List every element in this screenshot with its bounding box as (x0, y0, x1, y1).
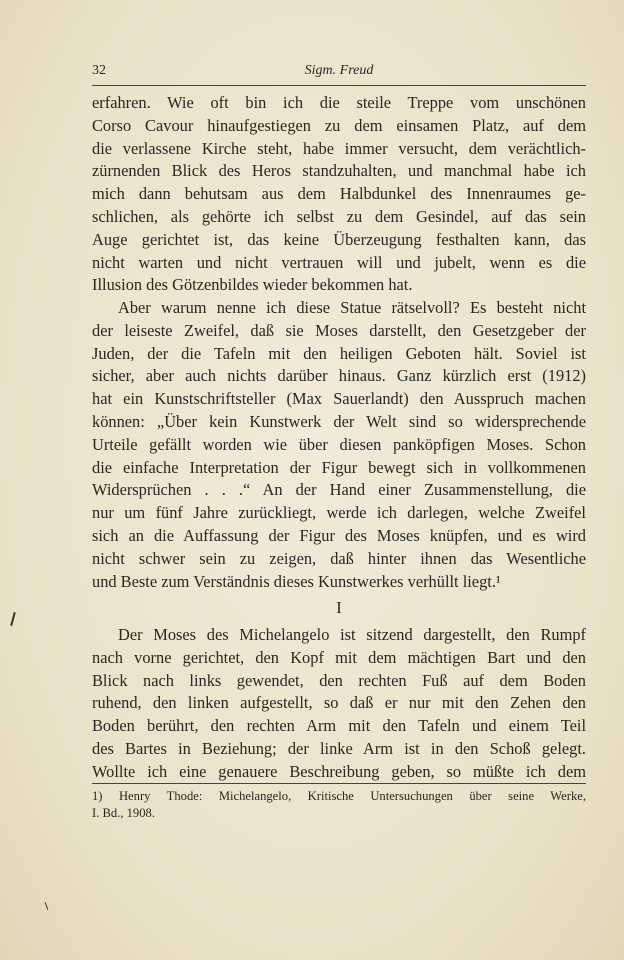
text-line: Der Moses des Michelangelo ist sitzend dargestellt, den Rumpf (118, 625, 586, 644)
text-line: und Beste zum Verständnis dieses Kunstwerkes verhüllt liegt.¹ (92, 571, 501, 591)
text-line: der leiseste Zweifel, daß sie Moses darstellt, den Gesetzgeber der (92, 320, 586, 340)
text-line: Aber warum nenne ich diese Statue rätselvoll? Es besteht nicht (118, 298, 586, 317)
text-line: mich dann behutsam aus dem Halbdunkel des Innenraumes ge- (92, 184, 586, 204)
footnote-line: I. Bd., 1908. (92, 806, 155, 820)
text-line: können: „Über kein Kunstwerk der Welt sind so widersprechende (92, 411, 586, 431)
text-line: Urteile gefällt worden wie über diesen panköpfigen Moses. Schon (92, 434, 586, 454)
page-number: 32 (92, 63, 106, 78)
paragraph-1 (92, 92, 586, 297)
text-line: sicher, aber auch nichts darüber hinaus. Ganz kürzlich erst (1912) (92, 366, 586, 386)
text-line: zürnenden Blick des Heros standzuhalten, und manchmal habe ich (92, 161, 586, 181)
text-line: Auge gerichtet ist, das keine Überzeugung festhalten kann, das (92, 229, 586, 249)
text-line: Boden berührt, den rechten Arm mit den Tafeln und einem Teil (92, 716, 586, 736)
footnote-line: 1) Henry Thode: Michelangelo, Kritische Untersuchungen über seine Werke, (92, 789, 586, 803)
section-numeral: I (336, 598, 342, 617)
text-line: des Bartes in Beziehung; der linke Arm ist in den Schoß gelegt. (92, 738, 586, 758)
text-line: Wollte ich eine genauere Beschreibung geben, so müßte ich dem (92, 761, 586, 781)
running-header (92, 63, 586, 86)
text-line: Widersprüchen . . .“ An der Hand einer Zusammenstellung, die (92, 480, 586, 500)
text-line: die verlassene Kirche steht, habe immer versucht, dem verächtlich- (92, 138, 586, 158)
text-line: schlichen, als gehörte ich selbst zu dem Gesindel, auf das sein (92, 206, 586, 226)
text-line: Corso Cavour hinaufgestiegen zu dem einsamen Platz, auf dem (92, 115, 586, 135)
text-line: erfahren. Wie oft bin ich die steile Treppe vom unschönen (92, 93, 586, 112)
footnote (92, 788, 586, 822)
running-title: Sigm. Freud (304, 63, 374, 78)
text-line: nach vorne gerichtet, den Kopf mit dem mächtigen Bart und den (92, 647, 586, 667)
text-line: Blick nach links gewendet, den rechten Fuß auf dem Boden (92, 670, 586, 690)
text-line: Illusion des Götzenbildes wieder bekommen hat. (92, 275, 413, 295)
paragraph-2 (92, 297, 586, 593)
text-line: Juden, der die Tafeln mit den heiligen Geboten hält. Soviel ist (92, 343, 586, 363)
text-line: die einfache Interpretation der Figur bewegt sich in vollkommenen (92, 457, 586, 477)
text-line: nur um fünf Jahre zurückliegt, werde ich darlegen, welche Zweifel (92, 503, 586, 523)
text-line: nicht warten und nicht vertrauen will und jubelt, wenn es die (92, 252, 586, 272)
text-line: sich an die Auffassung der Figur des Moses knüpfen, und es wird (92, 525, 586, 545)
margin-mark (10, 612, 16, 626)
text-line: nicht schwer sein zu zeigen, daß hinter ihnen das Wesentliche (92, 548, 586, 568)
text-line: hat ein Kunstschriftsteller (Max Sauerlandt) den Ausspruch machen (92, 389, 586, 409)
margin-mark (45, 902, 49, 910)
text-line: ruhend, den linken aufgestellt, so daß er nur mit den Zehen den (92, 693, 586, 713)
paragraph-3 (92, 624, 586, 784)
footnote-rule (92, 783, 586, 784)
